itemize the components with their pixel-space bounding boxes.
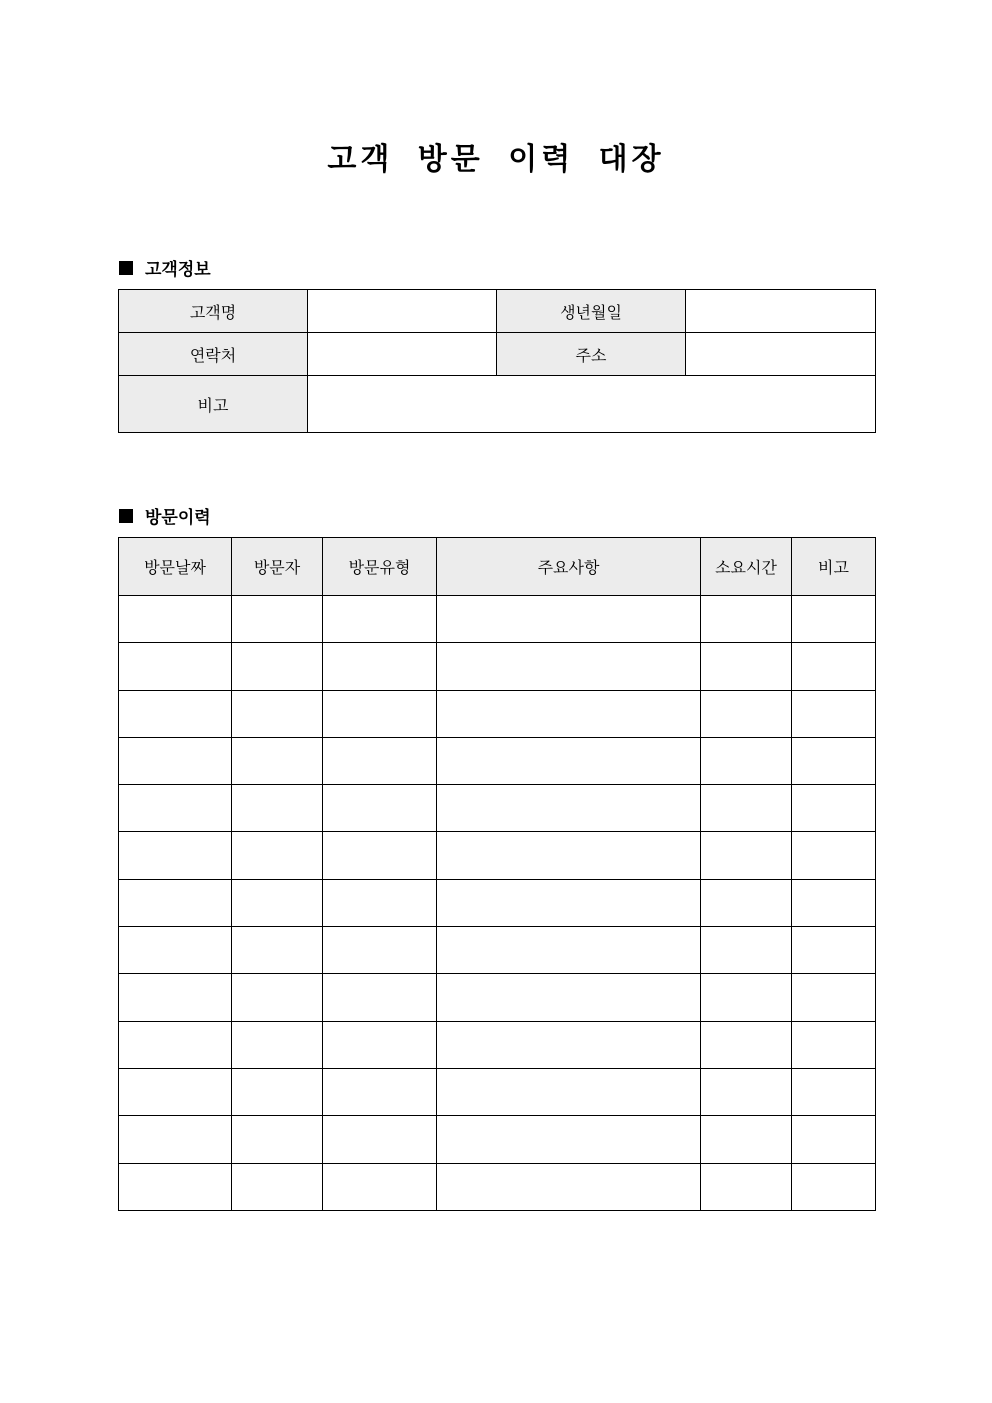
key-notes-cell[interactable] (437, 690, 701, 737)
document-title: 고객 방문 이력 대장 (327, 142, 665, 177)
key-notes-cell[interactable] (437, 879, 701, 926)
visit-type-cell[interactable] (323, 1163, 437, 1210)
visit-history-heading-text: 방문이력 (145, 508, 211, 528)
visit-date-cell[interactable] (119, 690, 232, 737)
remarks-cell[interactable] (792, 832, 876, 879)
table-row (119, 974, 876, 1021)
visit-type-cell[interactable] (323, 1116, 437, 1163)
remarks-label: 비고 (119, 376, 308, 433)
column-header-key-notes: 주요사항 (437, 538, 701, 596)
duration-cell[interactable] (701, 1116, 792, 1163)
visitor-cell[interactable] (232, 737, 323, 784)
column-header-remarks: 비고 (792, 538, 876, 596)
visit-date-cell[interactable] (119, 785, 232, 832)
visit-date-cell[interactable] (119, 879, 232, 926)
customer-info-row (119, 333, 876, 376)
square-bullet-icon (119, 509, 133, 523)
duration-cell[interactable] (701, 596, 792, 643)
key-notes-cell[interactable] (437, 974, 701, 1021)
duration-cell[interactable] (701, 879, 792, 926)
visitor-cell[interactable] (232, 1068, 323, 1115)
visit-date-cell[interactable] (119, 974, 232, 1021)
remarks-cell[interactable] (792, 1021, 876, 1068)
customer-name-field[interactable] (308, 290, 497, 333)
visit-history-header-row (119, 538, 876, 596)
visit-type-cell[interactable] (323, 974, 437, 1021)
remarks-cell[interactable] (792, 737, 876, 784)
visit-type-cell[interactable] (323, 832, 437, 879)
remarks-cell[interactable] (792, 1068, 876, 1115)
column-header-visitor: 방문자 (232, 538, 323, 596)
key-notes-cell[interactable] (437, 1068, 701, 1115)
key-notes-cell[interactable] (437, 927, 701, 974)
duration-cell[interactable] (701, 690, 792, 737)
visitor-cell[interactable] (232, 596, 323, 643)
visit-type-cell[interactable] (323, 690, 437, 737)
customer-name-label: 고객명 (119, 290, 308, 333)
visit-date-cell[interactable] (119, 1116, 232, 1163)
duration-cell[interactable] (701, 974, 792, 1021)
visit-date-cell[interactable] (119, 1163, 232, 1210)
remarks-cell[interactable] (792, 974, 876, 1021)
table-row (119, 596, 876, 643)
remarks-cell[interactable] (792, 1163, 876, 1210)
column-header-visit-date: 방문날짜 (119, 538, 232, 596)
table-row (119, 737, 876, 784)
visitor-cell[interactable] (232, 1116, 323, 1163)
table-row (119, 1116, 876, 1163)
remarks-cell[interactable] (792, 643, 876, 690)
remarks-cell[interactable] (792, 879, 876, 926)
customer-info-heading (119, 255, 211, 280)
table-row (119, 832, 876, 879)
table-row (119, 690, 876, 737)
visit-type-cell[interactable] (323, 737, 437, 784)
key-notes-cell[interactable] (437, 596, 701, 643)
visit-type-cell[interactable] (323, 785, 437, 832)
key-notes-cell[interactable] (437, 643, 701, 690)
key-notes-cell[interactable] (437, 1021, 701, 1068)
visit-type-cell[interactable] (323, 1021, 437, 1068)
visit-date-cell[interactable] (119, 737, 232, 784)
visit-history-table (118, 537, 876, 1211)
visitor-cell[interactable] (232, 1021, 323, 1068)
visit-date-cell[interactable] (119, 643, 232, 690)
duration-cell[interactable] (701, 737, 792, 784)
visit-date-cell[interactable] (119, 1021, 232, 1068)
duration-cell[interactable] (701, 1068, 792, 1115)
duration-cell[interactable] (701, 1021, 792, 1068)
visit-type-cell[interactable] (323, 643, 437, 690)
key-notes-cell[interactable] (437, 1116, 701, 1163)
remarks-cell[interactable] (792, 927, 876, 974)
visitor-cell[interactable] (232, 1163, 323, 1210)
duration-cell[interactable] (701, 643, 792, 690)
visitor-cell[interactable] (232, 879, 323, 926)
duration-cell[interactable] (701, 832, 792, 879)
address-label: 주소 (497, 333, 686, 376)
visit-history-heading (119, 503, 211, 528)
visitor-cell[interactable] (232, 832, 323, 879)
visit-date-cell[interactable] (119, 927, 232, 974)
visit-type-cell[interactable] (323, 596, 437, 643)
customer-info-row (119, 376, 876, 433)
remarks-cell[interactable] (792, 1116, 876, 1163)
visit-date-cell[interactable] (119, 596, 232, 643)
table-row (119, 879, 876, 926)
customer-info-table (118, 289, 876, 433)
table-row (119, 643, 876, 690)
remarks-cell[interactable] (792, 596, 876, 643)
birthdate-field[interactable] (686, 290, 876, 333)
customer-info-heading-text: 고객정보 (145, 260, 211, 280)
visitor-cell[interactable] (232, 974, 323, 1021)
birthdate-label: 생년월일 (497, 290, 686, 333)
key-notes-cell[interactable] (437, 1163, 701, 1210)
address-field[interactable] (686, 333, 876, 376)
key-notes-cell[interactable] (437, 785, 701, 832)
visitor-cell[interactable] (232, 927, 323, 974)
column-header-visit-type: 방문유형 (323, 538, 437, 596)
remarks-cell[interactable] (792, 785, 876, 832)
visitor-cell[interactable] (232, 785, 323, 832)
remarks-field[interactable] (308, 376, 876, 433)
duration-cell[interactable] (701, 785, 792, 832)
visitor-cell[interactable] (232, 690, 323, 737)
visit-date-cell[interactable] (119, 1068, 232, 1115)
table-row (119, 785, 876, 832)
table-row (119, 1068, 876, 1115)
key-notes-cell[interactable] (437, 832, 701, 879)
column-header-duration: 소요시간 (701, 538, 792, 596)
contact-label: 연락처 (119, 333, 308, 376)
duration-cell[interactable] (701, 1163, 792, 1210)
table-row (119, 1021, 876, 1068)
contact-field[interactable] (308, 333, 497, 376)
customer-info-row (119, 290, 876, 333)
table-row (119, 927, 876, 974)
duration-cell[interactable] (701, 927, 792, 974)
visit-type-cell[interactable] (323, 927, 437, 974)
key-notes-cell[interactable] (437, 737, 701, 784)
visitor-cell[interactable] (232, 643, 323, 690)
remarks-cell[interactable] (792, 690, 876, 737)
visit-type-cell[interactable] (323, 879, 437, 926)
table-row (119, 1163, 876, 1210)
visit-date-cell[interactable] (119, 832, 232, 879)
visit-type-cell[interactable] (323, 1068, 437, 1115)
square-bullet-icon (119, 261, 133, 275)
